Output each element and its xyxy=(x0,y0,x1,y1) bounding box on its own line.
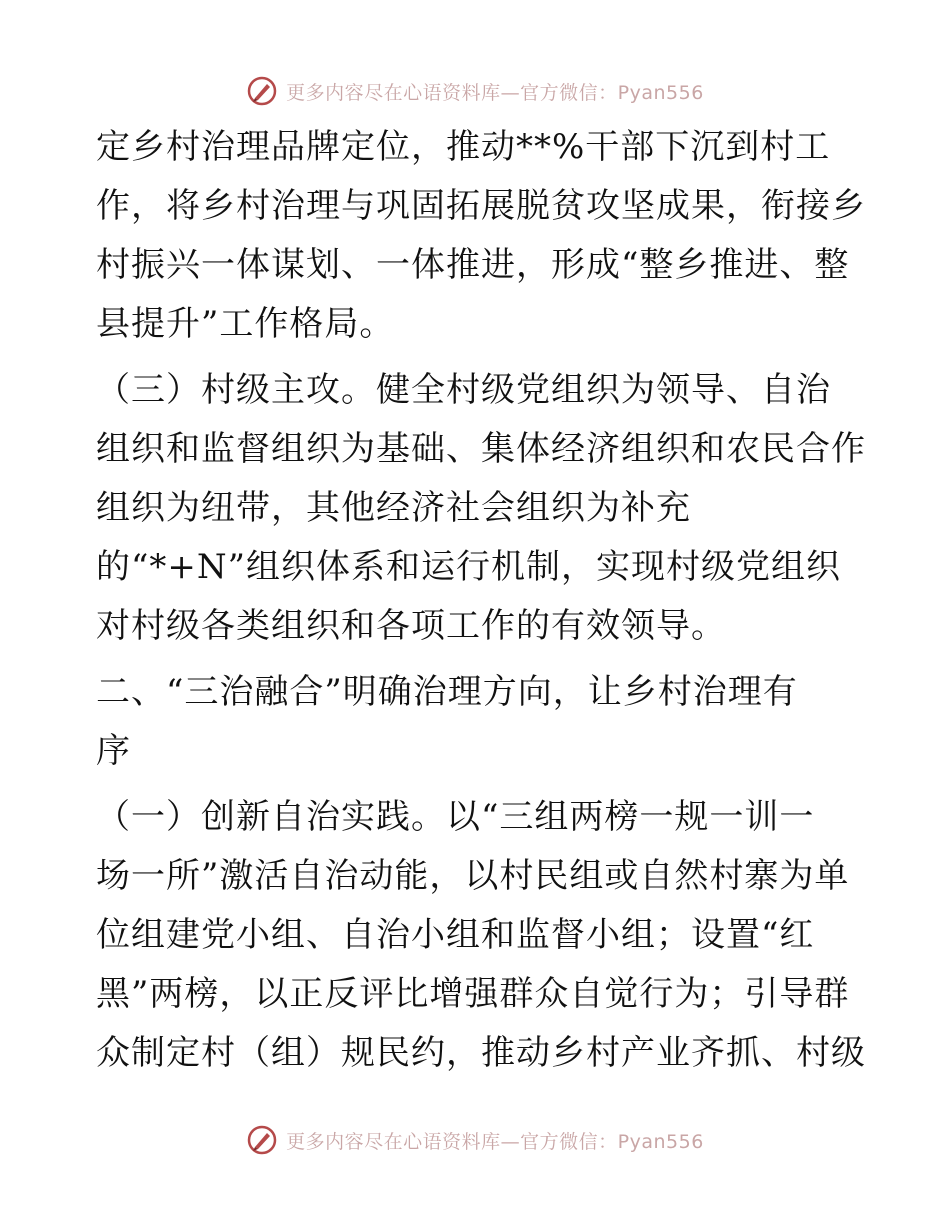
paragraph-gap xyxy=(96,781,856,788)
text-line: （三）村级主攻。健全村级党组织为领导、自治 xyxy=(96,370,831,410)
text-line: 县提升”工作格局。 xyxy=(96,304,395,344)
paragraph xyxy=(96,663,856,781)
watermark-wechat-id: Pyan556 xyxy=(617,1130,704,1153)
watermark-label: 更多内容尽在心语资料库—官方微信：Pyan556 xyxy=(286,81,704,104)
watermark-footer xyxy=(0,1120,950,1160)
paragraph xyxy=(96,788,866,1083)
text-line: 众制定村（组）规民约，推动乡村产业齐抓、村级 xyxy=(96,1033,866,1073)
text-line: 组织为纽带，其他经济社会组织为补充 xyxy=(96,488,691,528)
text-line: 的“*+N”组织体系和运行机制，实现村级党组织 xyxy=(96,547,842,587)
text-line: 场一所”激活自治动能，以村民组或自然村寨为单 xyxy=(96,856,850,896)
document-body xyxy=(96,118,866,1083)
text-line: 定乡村治理品牌定位，推动**%干部下沉到村工 xyxy=(96,127,831,167)
paragraph-gap xyxy=(96,354,856,361)
text-line: 组织和监督组织为基础、集体经济组织和农民合作 xyxy=(96,429,866,469)
text-line: 序 xyxy=(96,731,131,771)
text-line: 对村级各类组织和各项工作的有效领导。 xyxy=(96,606,726,646)
text-line: （一）创新自治实践。以“三组两榜一规一训一 xyxy=(96,797,815,837)
text-line: 作，将乡村治理与巩固拓展脱贫攻坚成果，衔接乡 xyxy=(96,186,866,226)
text-line: 村振兴一体谋划、一体推进，形成“整乡推进、整 xyxy=(96,245,850,285)
paragraph xyxy=(96,361,866,656)
text-line: 二、“三治融合”明确治理方向，让乡村治理有 xyxy=(96,672,798,712)
pen-logo-icon xyxy=(246,1124,278,1156)
watermark-label: 更多内容尽在心语资料库—官方微信：Pyan556 xyxy=(286,1130,704,1153)
pen-logo-icon xyxy=(246,75,278,107)
paragraph xyxy=(96,118,866,354)
watermark-wechat-id: Pyan556 xyxy=(617,81,704,104)
paragraph-gap xyxy=(96,656,856,663)
watermark-header xyxy=(0,71,950,111)
text-line: 位组建党小组、自治小组和监督小组；设置“红 xyxy=(96,915,815,955)
text-line: 黑”两榜，以正反评比增强群众自觉行为；引导群 xyxy=(96,974,850,1014)
